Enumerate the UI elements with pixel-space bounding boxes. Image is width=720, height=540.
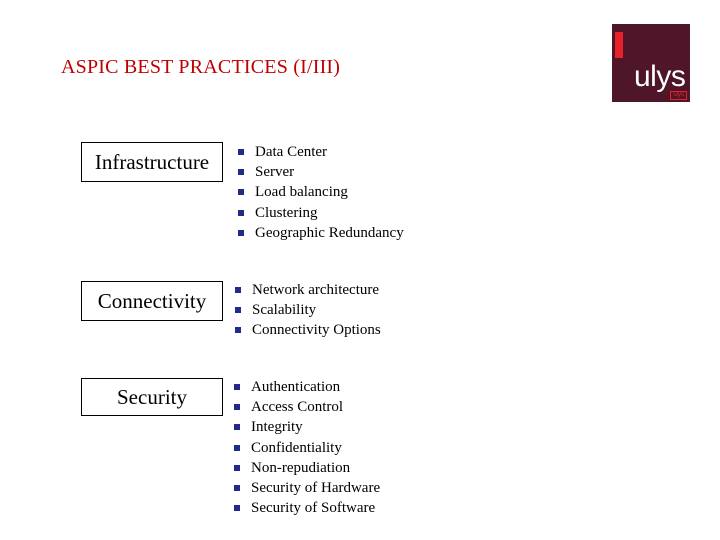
square-bullet-icon: [238, 189, 244, 195]
section-label-security: Security: [81, 378, 223, 416]
connectivity-list: [235, 280, 381, 341]
square-bullet-icon: [238, 210, 244, 216]
list-item: [238, 203, 404, 223]
section-label-connectivity: Connectivity: [81, 281, 223, 321]
logo-subtext: ulys: [670, 91, 687, 100]
list-item: [234, 377, 380, 397]
list-item-text: Geographic Redundancy: [255, 224, 404, 241]
list-item-text: Access Control: [251, 399, 344, 416]
security-list: [234, 377, 380, 518]
square-bullet-icon: [234, 424, 240, 430]
list-item-text: Data Center: [255, 144, 328, 160]
list-item: [235, 320, 381, 340]
square-bullet-icon: [234, 445, 240, 451]
square-bullet-icon: [235, 327, 241, 333]
square-bullet-icon: [238, 149, 244, 155]
list-item-text: Security of Hardware: [251, 480, 381, 497]
logo-wordmark: ulys: [634, 60, 686, 93]
list-item: [235, 280, 381, 300]
ulys-logo: [612, 24, 690, 102]
list-item: [234, 458, 380, 478]
list-item: [238, 223, 404, 243]
list-item: [234, 498, 380, 518]
list-item-text: Server: [255, 164, 295, 181]
list-item: [234, 478, 380, 498]
square-bullet-icon: [234, 485, 240, 491]
list-item: [238, 142, 404, 162]
list-item-text: Non-repudiation: [251, 459, 351, 476]
square-bullet-icon: [238, 169, 244, 175]
square-bullet-icon: [234, 384, 240, 390]
list-item: [234, 417, 380, 437]
square-bullet-icon: [238, 230, 244, 236]
list-item: [234, 397, 380, 417]
list-item-text: Integrity: [251, 419, 303, 436]
list-item-text: Network architecture: [252, 282, 380, 298]
square-bullet-icon: [234, 404, 240, 410]
infrastructure-list: [238, 142, 404, 243]
list-item-text: Security of Software: [251, 500, 376, 517]
logo-accent-bar: [615, 32, 623, 58]
list-item: [238, 162, 404, 182]
list-item-text: Load balancing: [255, 184, 348, 201]
list-item: [238, 182, 404, 202]
list-item-text: Authentication: [251, 379, 341, 395]
list-item-text: Scalability: [252, 302, 317, 319]
square-bullet-icon: [235, 287, 241, 293]
list-item: [234, 438, 380, 458]
square-bullet-icon: [234, 505, 240, 511]
list-item: [235, 300, 381, 320]
square-bullet-icon: [234, 465, 240, 471]
list-item-text: Confidentiality: [251, 439, 342, 456]
slide-title: ASPIC BEST PRACTICES (I/III): [61, 56, 341, 78]
list-item-text: Clustering: [255, 204, 318, 221]
list-item-text: Connectivity Options: [252, 322, 381, 339]
square-bullet-icon: [235, 307, 241, 313]
section-label-infrastructure: Infrastructure: [81, 142, 223, 182]
